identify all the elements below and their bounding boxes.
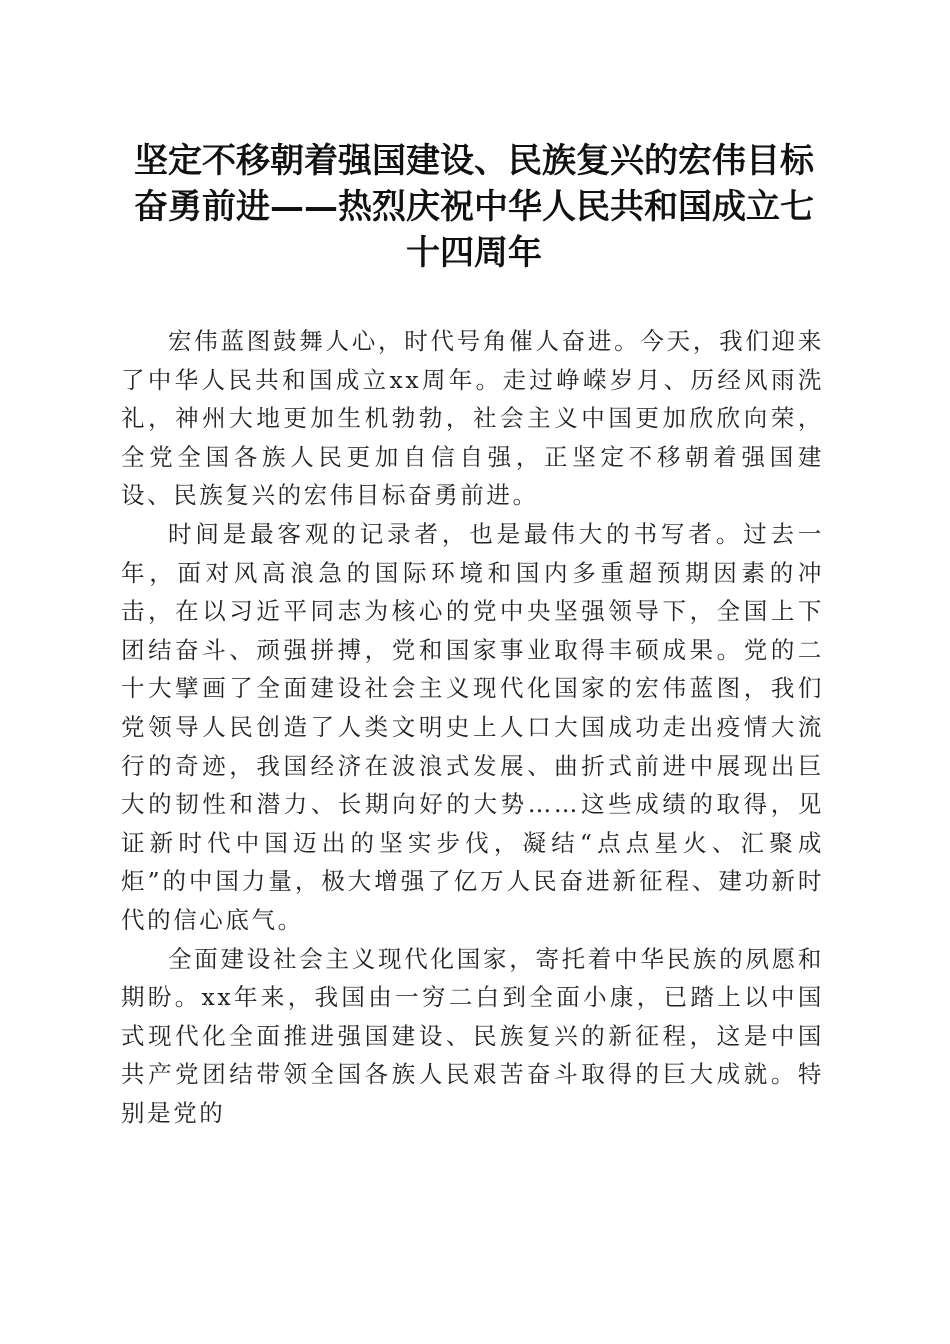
document-body [121,322,824,1132]
paragraph-3: 全面建设社会主义现代化国家，寄托着中华民族的夙愿和期盼。xx年来，我国由一穷二白到全面小康，已踏上以中国式现代化全面推进强国建设、民族复兴的新征程，这是中国共产党团结带领全国各族人民艰苦奋斗取得的巨大成就。特别是党的 [121,944,824,1127]
paragraph-1: 宏伟蓝图鼓舞人心，时代号角催人奋进。今天，我们迎来了中华人民共和国成立xx周年。走过峥嵘岁月、历经风雨洗礼，神州大地更加生机勃勃，社会主义中国更加欣欣向荣，全党全国各族人民更加自信自强，正坚定不移朝着强国建设、民族复兴的宏伟目标奋勇前进。 [121,327,824,510]
paragraph-2: 时间是最客观的记录者，也是最伟大的书写者。过去一年，面对风高浪急的国际环境和国内多重超预期因素的冲击，在以习近平同志为核心的党中央坚强领导下，全国上下团结奋斗、顽强拼搏，党和国家事业取得丰硕成果。党的二十大擘画了全面建设社会主义现代化国家的宏伟蓝图，我们党领导人民创造了人类文明史上人口大国成功走出疫情大流行的奇迹，我国经济在波浪式发展、曲折式前进中展现出巨大的韧性和潜力、长期向好的大势……这些成绩的取得，见证新时代中国迈出的坚实步伐，凝结“点点星火、汇聚成炬”的中国力量，极大增强了亿万人民奋进新征程、建功新时代的信心底气。 [121,519,824,934]
document-title: 坚定不移朝着强国建设、民族复兴的宏伟目标奋勇前进——热烈庆祝中华人民共和国成立七十四周年 [134,141,814,273]
